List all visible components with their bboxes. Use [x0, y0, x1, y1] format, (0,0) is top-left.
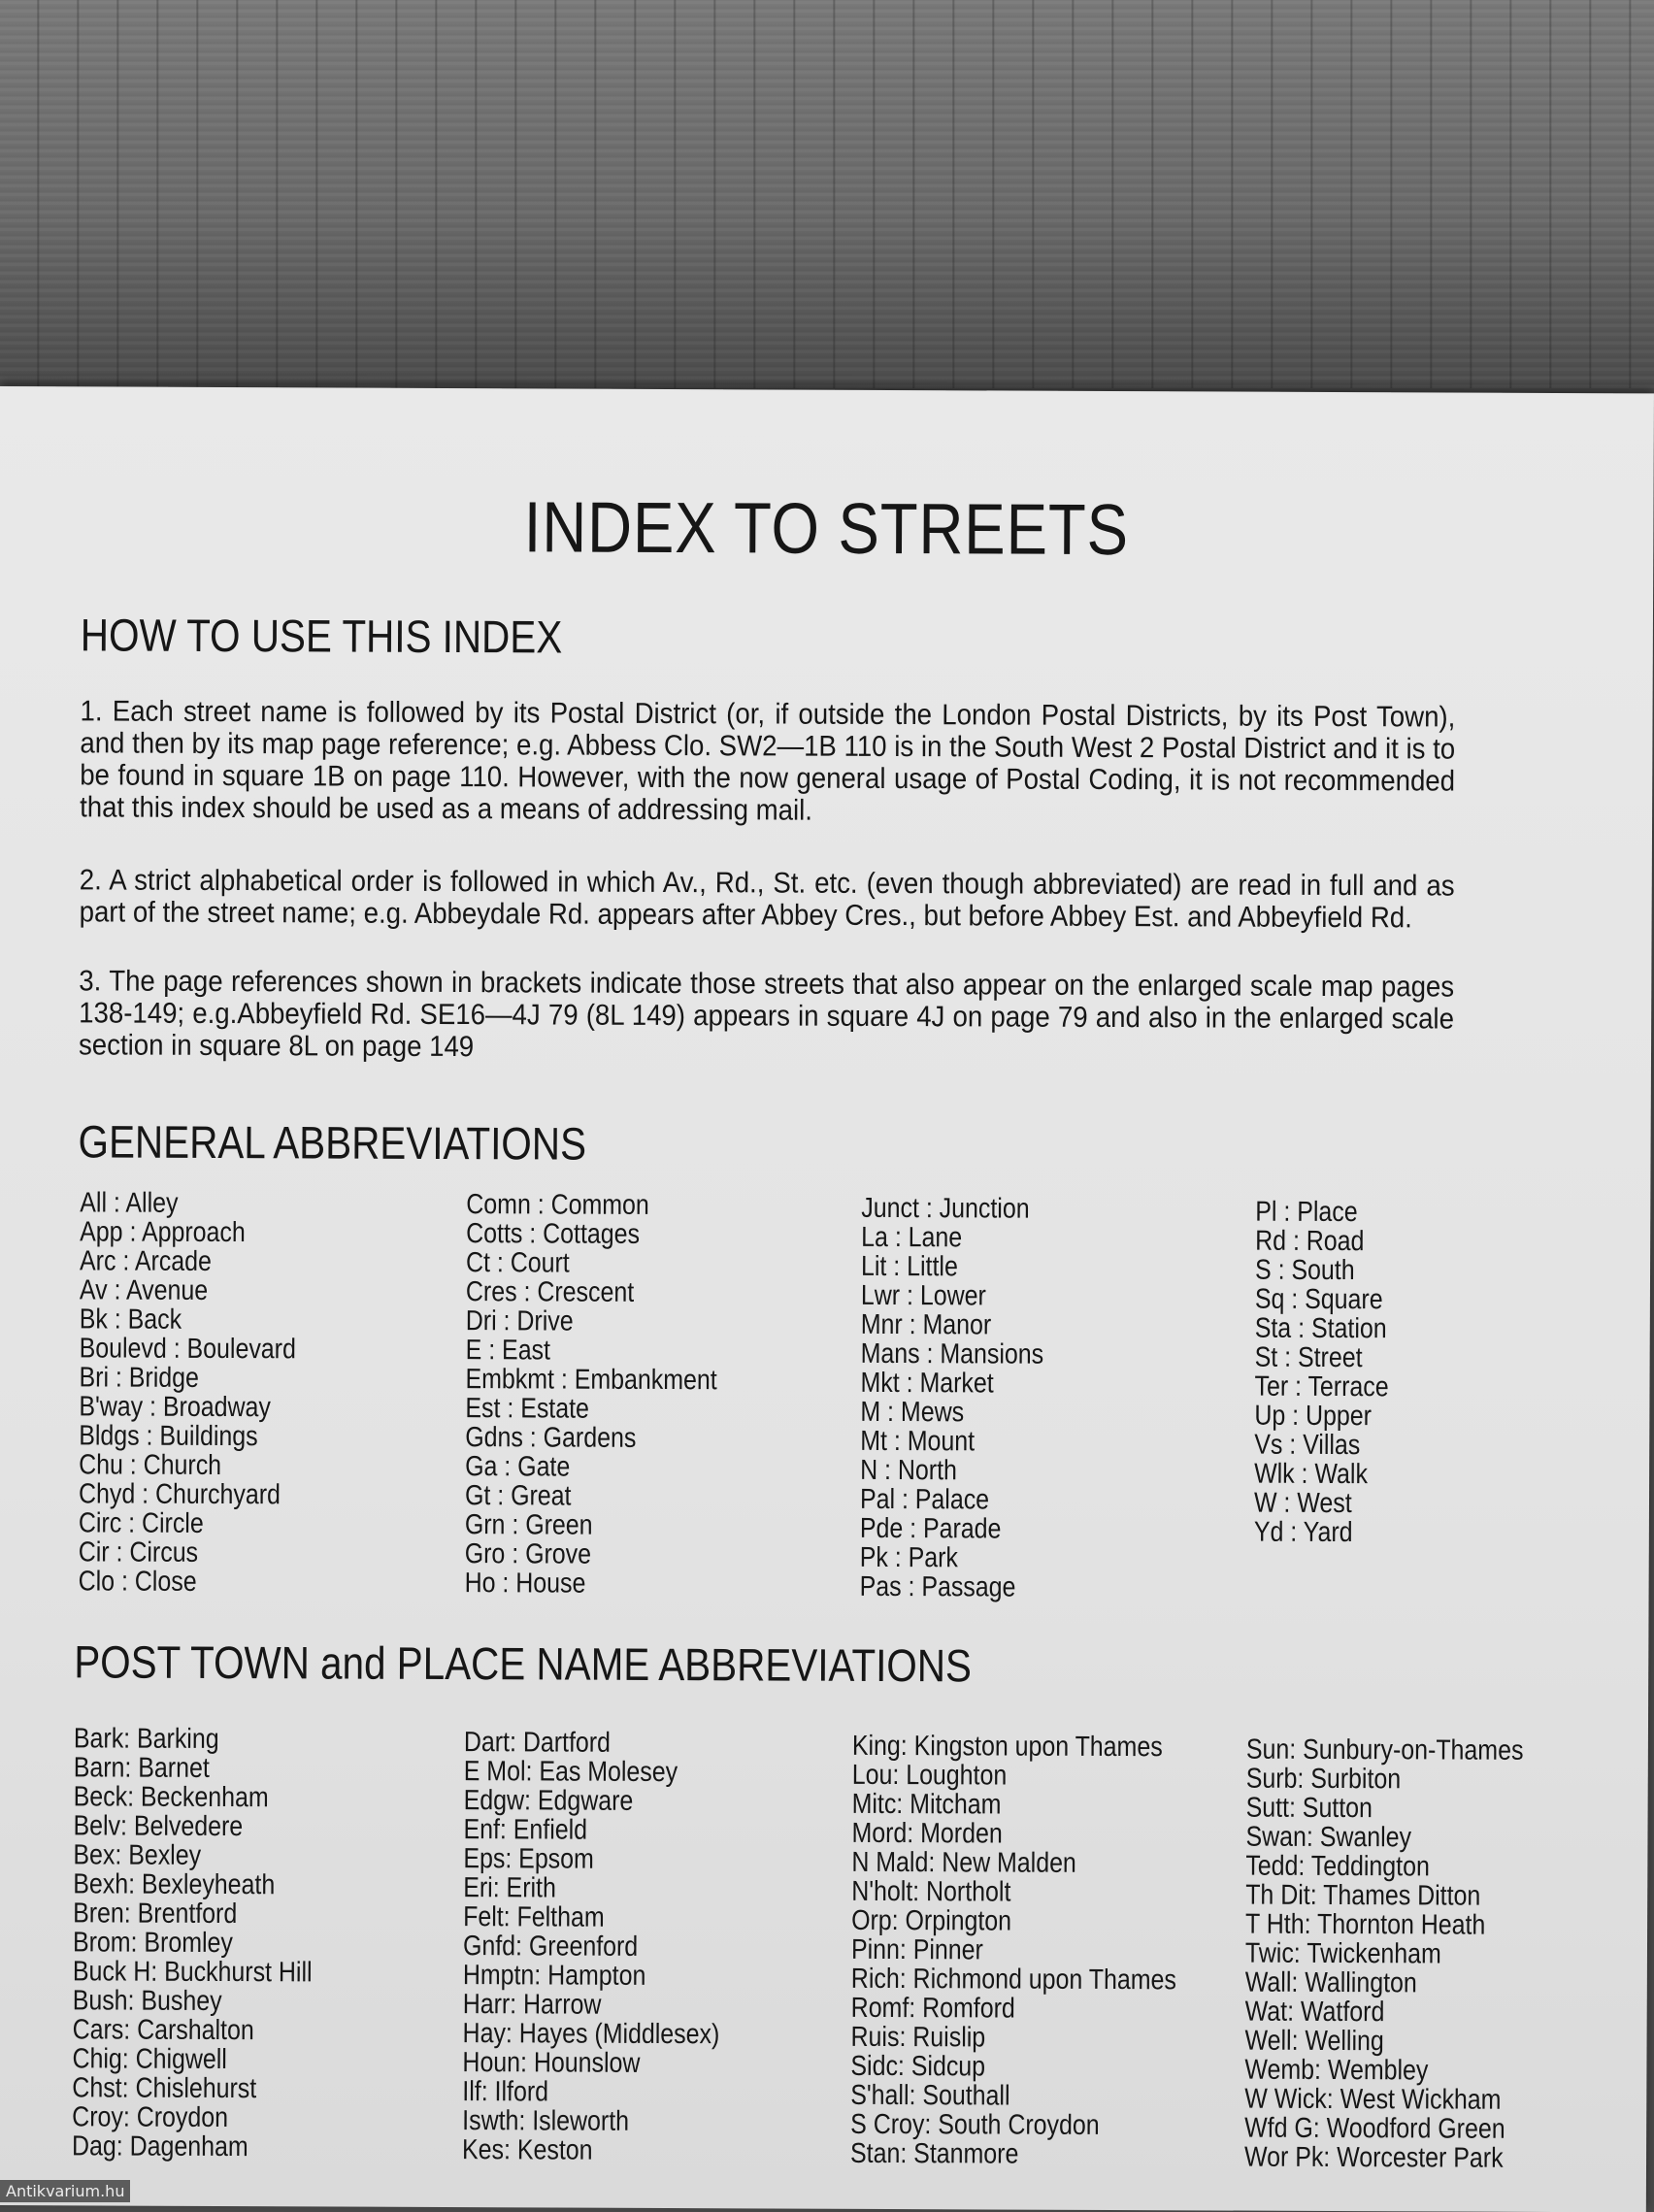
abbreviation-entry: Pas : Passage	[859, 1570, 1016, 1603]
post-town-entry: Rich: Richmond upon Thames	[850, 1963, 1176, 1997]
post-town-entry: Buck H: Buckhurst Hill	[72, 1956, 313, 1989]
post-town-entry: Brom: Bromley	[72, 1927, 233, 1960]
abbreviation-entry: Chyd : Churchyard	[78, 1478, 281, 1511]
post-town-entry: Swan: Swanley	[1245, 1821, 1412, 1854]
abbreviation-entry: Cres : Crescent	[465, 1276, 635, 1308]
post-town-entry: Iswth: Isleworth	[462, 2105, 630, 2137]
abbreviation-entry: Circ : Circle	[78, 1507, 204, 1539]
abbreviation-entry: Cir : Circus	[78, 1536, 199, 1568]
instruction-paragraph-3-text: 3. The page references shown in brackets indicate those streets that also appear on the enlarged scale map pages 138-149; e.g.Abbeyfield Rd. SE16—4J 79 (8L 149) appears in square 4J on page 79 and also in the enlarged scale section in square 8L on page 149	[78, 965, 1455, 1064]
abbreviation-entry: Ho : House	[464, 1568, 586, 1600]
post-town-entry: N Mald: New Malden	[851, 1846, 1076, 1879]
post-town-abbreviations-heading: POST TOWN and PLACE NAME ABBREVIATIONS	[74, 1635, 973, 1692]
abbreviation-entry: Gdns : Gardens	[465, 1422, 637, 1454]
abbreviation-entry: Pde : Parade	[859, 1512, 1002, 1545]
abbreviation-entry: Embkmt : Embankment	[465, 1364, 717, 1397]
post-town-entry: Bexh: Bexleyheath	[73, 1868, 276, 1901]
abbreviation-entry: Est : Estate	[465, 1393, 590, 1425]
post-town-entry: Tedd: Teddington	[1245, 1850, 1430, 1883]
post-town-entry: Wemb: Wembley	[1244, 2054, 1429, 2087]
post-town-entry: Enf: Enfield	[463, 1814, 588, 1846]
abbreviation-entry: All : Alley	[80, 1187, 179, 1219]
abbreviation-entry: Clo : Close	[78, 1566, 197, 1598]
abbreviation-entry: App : Approach	[80, 1216, 246, 1249]
instruction-paragraph-1	[80, 695, 1473, 829]
post-town-entry: N'holt: Northolt	[851, 1875, 1011, 1908]
post-town-entry: Cars: Carshalton	[72, 2014, 254, 2047]
instruction-paragraph-3	[79, 965, 1472, 1067]
post-town-entry: Kes: Keston	[462, 2134, 593, 2166]
post-town-entry: Ilf: Ilford	[462, 2076, 549, 2108]
post-town-entry: T Hth: Thornton Heath	[1245, 1908, 1486, 1941]
general-abbreviations-column-1	[79, 1188, 297, 1597]
abbreviation-entry: Dri : Drive	[465, 1305, 574, 1337]
abbreviation-entry: Rd : Road	[1255, 1225, 1365, 1258]
post-town-entry: Belv: Belvedere	[73, 1810, 244, 1843]
abbreviation-entry: Gt : Great	[464, 1480, 572, 1512]
post-town-entry: Croy: Croydon	[72, 2101, 229, 2134]
post-town-entry: Gnfd: Greenford	[462, 1931, 639, 1963]
post-town-entry: Wor Pk: Worcester Park	[1243, 2141, 1504, 2174]
post-town-entry: Felt: Feltham	[463, 1901, 605, 1933]
post-town-entry: Harr: Harrow	[462, 1989, 602, 2021]
abbreviation-entry: B'way : Broadway	[79, 1391, 271, 1424]
post-town-entry: Th Dit: Thames Ditton	[1245, 1879, 1481, 1912]
post-town-entry: Bren: Brentford	[73, 1898, 238, 1931]
post-town-entry: E Mol: Eas Molesey	[463, 1756, 678, 1789]
abbreviation-entry: Comn : Common	[466, 1189, 649, 1221]
abbreviation-entry: Yd : Yard	[1253, 1516, 1353, 1549]
general-abbreviations-heading: GENERAL ABBREVIATIONS	[78, 1115, 587, 1170]
post-town-entry: Hmptn: Hampton	[462, 1960, 646, 1992]
abbreviation-entry: N : North	[860, 1454, 957, 1487]
abbreviation-entry: Wlk : Walk	[1254, 1458, 1369, 1491]
instruction-paragraph-2	[80, 864, 1472, 934]
abbreviation-entry: Up : Upper	[1254, 1400, 1373, 1433]
post-town-entry: Dart: Dartford	[463, 1727, 612, 1759]
instruction-paragraph-2-text: 2. A strict alphabetical order is followed in which Av., Rd., St. etc. (even though abbreviated) are read in full and as part of the street name; e.g. Abbeydale Rd. appears after Abbey Cres., but before Abbey Est. and Abbeyfield Rd.	[79, 864, 1455, 935]
abbreviation-entry: Pal : Palace	[859, 1483, 990, 1516]
abbreviation-entry: Mnr : Manor	[860, 1308, 992, 1341]
post-town-column-3	[850, 1732, 1177, 2169]
abbreviation-entry: Pk : Park	[859, 1541, 958, 1574]
abbreviation-entry: Junct : Junction	[861, 1192, 1030, 1225]
abbreviation-entry: Av : Avenue	[79, 1274, 209, 1306]
post-town-entry: Wfd G: Woodford Green	[1244, 2112, 1505, 2145]
abbreviation-entry: E : East	[465, 1335, 551, 1367]
post-town-entry: King: Kingston upon Thames	[851, 1730, 1163, 1764]
post-town-entry: Pinn: Pinner	[850, 1933, 983, 1966]
post-town-entry: Orp: Orpington	[851, 1904, 1012, 1937]
abbreviation-entry: Grn : Green	[464, 1509, 593, 1541]
abbreviation-entry: Mt : Mount	[860, 1425, 976, 1458]
post-town-entry: Hay: Hayes (Middlesex)	[462, 2018, 720, 2051]
abbreviation-entry: Sq : Square	[1254, 1283, 1383, 1316]
index-page	[0, 386, 1654, 2212]
post-town-entry: Eri: Erith	[463, 1872, 556, 1904]
post-town-entry: Dag: Dagenham	[72, 2130, 248, 2163]
abbreviation-entry: Mkt : Market	[860, 1367, 994, 1400]
how-to-use-heading: HOW TO USE THIS INDEX	[80, 609, 563, 663]
post-town-entry: Wall: Wallington	[1244, 1966, 1417, 1999]
abbreviation-entry: Pl : Place	[1255, 1196, 1358, 1229]
post-town-entry: Houn: Hounslow	[462, 2047, 641, 2079]
abbreviation-entry: Ct : Court	[465, 1247, 570, 1279]
abbreviation-entry: Boulevd : Boulevard	[79, 1333, 296, 1366]
post-town-column-1	[72, 1724, 314, 2162]
abbreviation-entry: S : South	[1254, 1254, 1355, 1287]
post-town-entry: S'hall: Southall	[850, 2079, 1010, 2112]
abbreviation-entry: Arc : Arcade	[79, 1245, 212, 1277]
general-abbreviations-column-4	[1254, 1198, 1390, 1548]
abbreviation-entry: Lit : Little	[860, 1250, 958, 1283]
abbreviation-entry: Cotts : Cottages	[466, 1218, 641, 1250]
post-town-entry: Mord: Morden	[851, 1817, 1003, 1850]
abbreviation-entry: St : Street	[1254, 1341, 1363, 1374]
abbreviation-entry: W : West	[1253, 1487, 1352, 1520]
post-town-entry: Sidc: Sidcup	[850, 2050, 986, 2083]
post-town-entry: Chig: Chigwell	[72, 2043, 227, 2076]
abbreviation-entry: M : Mews	[860, 1396, 965, 1429]
post-town-entry: Wat: Watford	[1244, 1996, 1385, 2029]
post-town-entry: Well: Welling	[1244, 2025, 1384, 2058]
abbreviation-entry: La : Lane	[861, 1221, 963, 1254]
post-town-entry: Lou: Loughton	[851, 1759, 1008, 1792]
post-town-entry: Beck: Beckenham	[73, 1781, 269, 1814]
abbreviation-entry: Bk : Back	[79, 1304, 182, 1336]
abbreviation-entry: Lwr : Lower	[860, 1279, 986, 1312]
watermark: Antikvarium.hu	[0, 2180, 130, 2202]
post-town-entry: Bark: Barking	[73, 1723, 219, 1755]
post-town-column-4	[1244, 1735, 1524, 2173]
post-town-entry: Sutt: Sutton	[1245, 1792, 1373, 1825]
abbreviation-entry: Ter : Terrace	[1254, 1370, 1389, 1403]
abbreviation-entry: Gro : Grove	[464, 1538, 592, 1570]
general-abbreviations-column-3	[860, 1194, 1044, 1602]
abbreviation-entry: Ga : Gate	[465, 1451, 571, 1483]
post-town-entry: Sun: Sunbury-on-Thames	[1245, 1733, 1524, 1766]
post-town-entry: Eps: Epsom	[463, 1843, 594, 1875]
general-abbreviations-column-2	[465, 1190, 718, 1599]
post-town-entry: Bush: Bushey	[72, 1985, 222, 2018]
abbreviation-entry: Bri : Bridge	[79, 1362, 199, 1394]
post-town-entry: Surb: Surbiton	[1245, 1763, 1402, 1796]
post-town-entry: Twic: Twickenham	[1244, 1937, 1441, 1970]
page-title: INDEX TO STREETS	[523, 486, 1130, 571]
post-town-entry: Chst: Chislehurst	[72, 2072, 257, 2105]
abbreviation-entry: Chu : Church	[79, 1449, 222, 1482]
abbreviation-entry: Mans : Mansions	[860, 1337, 1044, 1370]
post-town-entry: S Croy: South Croydon	[850, 2108, 1100, 2141]
abbreviation-entry: Sta : Station	[1254, 1312, 1387, 1345]
post-town-entry: Edgw: Edgware	[463, 1785, 634, 1817]
post-town-entry: Romf: Romford	[850, 1992, 1015, 2025]
post-town-entry: Bex: Bexley	[73, 1839, 202, 1871]
post-town-column-2	[462, 1728, 721, 2165]
post-town-entry: Stan: Stanmore	[849, 2137, 1019, 2170]
post-town-entry: Barn: Barnet	[73, 1752, 210, 1784]
post-town-entry: Ruis: Ruislip	[850, 2021, 986, 2054]
instruction-paragraph-1-text: 1. Each street name is followed by its Postal District (or, if outside the London Postal Districts, by its Post Town), and then by its map page reference; e.g. Abbess Clo. SW2—1B 110 is in the South West 2 Postal District and it is to be found in square 1B on page 110. However, with the now general usage of Postal Coding, it is not recommended that this index should be used as a means of addressing mail.	[80, 695, 1456, 827]
wooden-table-background	[0, 0, 1654, 388]
abbreviation-entry: Vs : Villas	[1254, 1429, 1361, 1462]
abbreviation-entry: Bldgs : Buildings	[79, 1420, 258, 1453]
post-town-entry: Mitc: Mitcham	[851, 1788, 1002, 1821]
post-town-entry: W Wick: West Wickham	[1244, 2083, 1502, 2116]
